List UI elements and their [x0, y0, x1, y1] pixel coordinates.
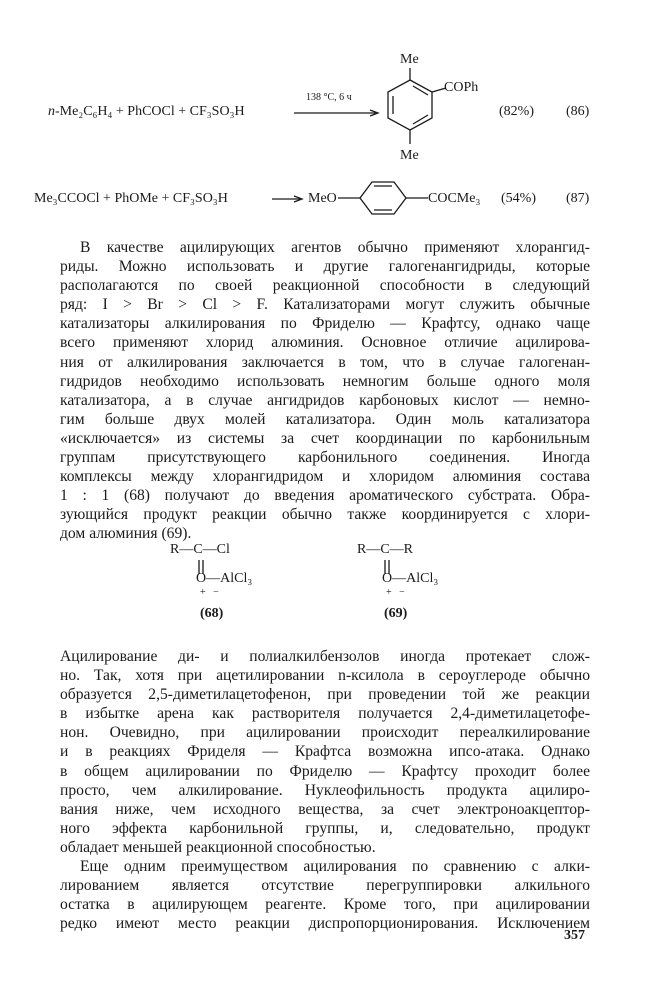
text-line: комплексы между хлорангидридом и хлоридом алюминия состава: [60, 468, 590, 486]
benzene-ring-86: [380, 60, 460, 170]
reaction-86-reactants: [48, 104, 245, 120]
text-line: вания ниже, чем исходного вещества, за счет электроноакцептор-: [60, 800, 590, 818]
text-line: «исключается» из системы за счет координации по карбонильным: [60, 429, 590, 447]
substituent-me-bottom: Me: [400, 148, 419, 163]
substituent-me-top: Me: [400, 52, 419, 67]
page-number: 357: [564, 928, 585, 943]
text-line: нон. Очевидно, при ацилировании происходит переалкилирование: [60, 724, 590, 742]
reaction-87-yield: (54%): [501, 191, 536, 206]
text-line: ряд: I > Br > Cl > F. Катализаторами могут служить обычные: [60, 296, 590, 314]
text-line: катализаторы алкилирования по Фриделю — Крафтсу, однако чаще: [60, 315, 590, 333]
text-line: образуется 2,5-диметилацетофенон, при проведении той же реакции: [60, 686, 590, 704]
text-line: гидридов необходимо использовать немногим больше одного моля: [60, 372, 590, 390]
text-line: 1 : 1 (68) получают до введения ароматического субстрата. Обра-: [60, 487, 590, 505]
product-87-cocme3: COCMe₃: [428, 191, 481, 206]
complex-68-label: (68): [200, 606, 224, 621]
text-line: гим больше двух молей катализатора. Один моль катализатора: [60, 410, 590, 428]
benzene-ring-87: [336, 176, 436, 220]
text-line: всего применяют хлорид алюминия. Основное отличие ацилирова-: [60, 334, 590, 352]
complex-68-charges: + −: [200, 587, 219, 598]
paragraph-acylating-agents: [60, 238, 590, 544]
text-line: зующийся продукт реакции обычно также координируется с хлори-: [60, 506, 590, 524]
product-87-meo: MeO: [308, 191, 337, 206]
text-line: в общем ацилировании по Фриделю — Крафтсу проходит более: [60, 762, 590, 780]
text-line: остатка в ацилирующем реагенте. Кроме того, при ацилировании: [60, 896, 590, 914]
text-line: Ацилирование ди- и полиалкилбензолов иногда протекает слож-: [60, 648, 590, 665]
reactant-formula: -Me₂C₆H₄ + PhCOCl + CF₃SO₃H: [55, 104, 245, 119]
reaction-86-arrow: [292, 108, 382, 118]
text-line: риды. Можно использовать и другие галогенангидриды, которые: [60, 258, 590, 276]
text-line: дом алюминия (69).: [60, 525, 192, 543]
reaction-86-yield: (82%): [499, 104, 534, 119]
reactant-para-prefix: n: [48, 104, 55, 119]
text-line: в избытке арена как растворителя получается 2,4-диметилацетофе-: [60, 705, 590, 723]
text-line: группам присутствующего карбонильного соединения. Иногда: [60, 449, 590, 467]
reaction-87-number: (87): [566, 191, 590, 206]
text-line: обладает меньшей реакционной способностью.: [60, 838, 376, 856]
text-line: и в реакциях Фриделя — Крафтса возможна ипсо-атака. Однако: [60, 743, 590, 761]
complex-68-bottom: O—AlCl₃: [196, 571, 253, 586]
substituent-cooph: COPh: [444, 80, 479, 95]
text-line: располагаются по своей реакционной способности в следующий: [60, 277, 590, 295]
text-line: катализатора, а в случае ангидридов карбоновых кислот — немно-: [60, 391, 590, 409]
text-line: Еще одним преимуществом ацилирования по сравнению с алки-: [80, 858, 590, 875]
complex-69-charges: + −: [386, 587, 405, 598]
text-line: ного эффекта карбонильной группы, и, следовательно, продукт: [60, 819, 590, 837]
text-line: редко имеют место реакции диспропорционирования. Исключением: [60, 915, 590, 933]
text-line: В качестве ацилирующих агентов обычно применяют хлорангид-: [80, 239, 590, 256]
reaction-86-number: (86): [566, 104, 590, 119]
complex-69-top: R—C—R: [357, 542, 414, 557]
text-line: но. Так, хотя при ацетилировании n-ксилола в сероуглероде обычно: [60, 667, 590, 685]
paragraph-dialkylbenzenes: [60, 647, 590, 857]
reaction-87-arrow: [270, 194, 304, 204]
paragraph-advantages: [60, 857, 590, 933]
text-line: ния от алкилирования заключается в том, что в случае галогенан-: [60, 353, 590, 371]
complex-68-top: R—C—Cl: [170, 542, 230, 557]
reaction-87-reactants: Me₃CCOCl + PhOMe + CF₃SO₃H: [34, 191, 228, 206]
text-line: просто, чем алкилирование. Нуклеофильность продукта ацилиро-: [60, 781, 590, 799]
complex-69-bottom: O—AlCl₃: [382, 571, 439, 586]
text-line: лированием является отсутствие перегруппировки алкильного: [60, 877, 590, 895]
reaction-86-conditions: 138 °C, 6 ч: [306, 92, 352, 103]
complex-69-label: (69): [384, 606, 408, 621]
